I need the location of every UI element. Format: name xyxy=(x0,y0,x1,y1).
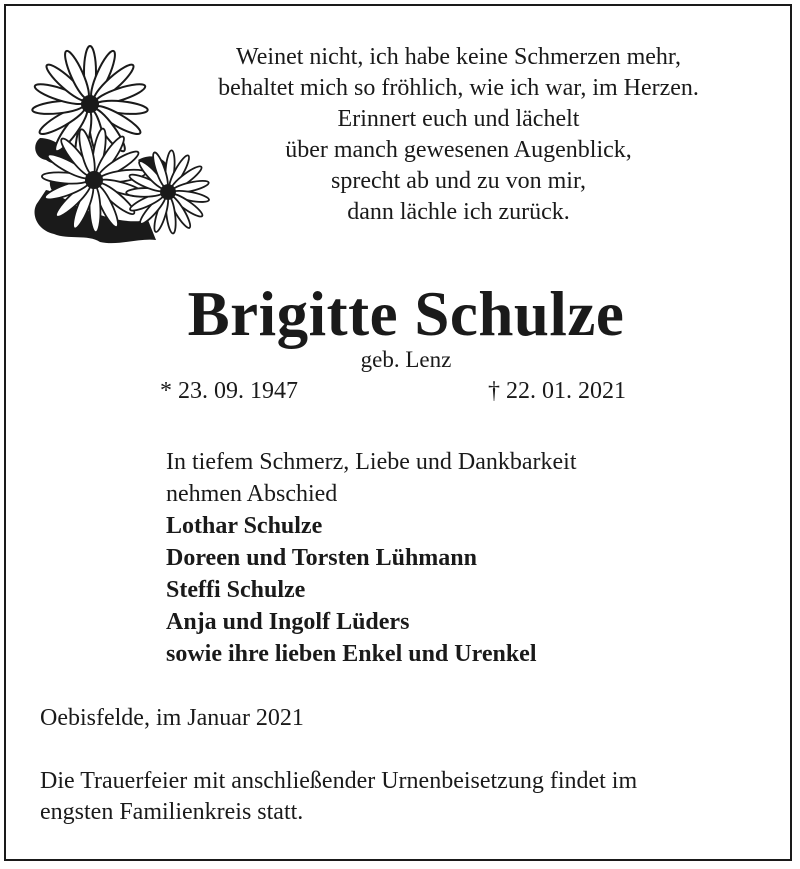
funeral-notice xyxy=(40,766,780,828)
place-date: Oebisfelde, im Januar 2021 xyxy=(40,705,304,731)
notice-line: engsten Familienkreis statt. xyxy=(40,799,304,825)
notice-line: Die Trauerfeier mit anschließender Urnenbeisetzung findet im xyxy=(40,768,638,794)
intro-line: nehmen Abschied xyxy=(166,481,338,507)
poem-line: sprecht ab und zu von mir, xyxy=(331,168,586,194)
mourners-block xyxy=(166,446,577,670)
mourner: sowie ihre lieben Enkel und Urenkel xyxy=(166,641,537,667)
poem xyxy=(156,42,761,228)
poem-line: über manch gewesenen Augenblick, xyxy=(285,137,632,163)
mourner: Steffi Schulze xyxy=(166,577,306,603)
poem-line: dann lächle ich zurück. xyxy=(347,199,570,225)
mourner: Lothar Schulze xyxy=(166,513,323,539)
obituary-notice xyxy=(4,4,792,861)
poem-line: Erinnert euch und lächelt xyxy=(337,106,580,132)
mourner: Doreen und Torsten Lühmann xyxy=(166,545,477,571)
poem-line: behaltet mich so fröhlich, wie ich war, im Herzen. xyxy=(218,75,699,101)
mourner: Anja und Ingolf Lüders xyxy=(166,609,410,635)
birth-date: * 23. 09. 1947 xyxy=(160,378,298,404)
birth-name: geb. Lenz xyxy=(360,347,452,372)
deceased-name: Brigitte Schulze xyxy=(187,279,625,349)
intro-line: In tiefem Schmerz, Liebe und Dankbarkeit xyxy=(166,449,577,475)
death-date: † 22. 01. 2021 xyxy=(488,378,626,404)
poem-line: Weinet nicht, ich habe keine Schmerzen mehr, xyxy=(236,44,681,70)
